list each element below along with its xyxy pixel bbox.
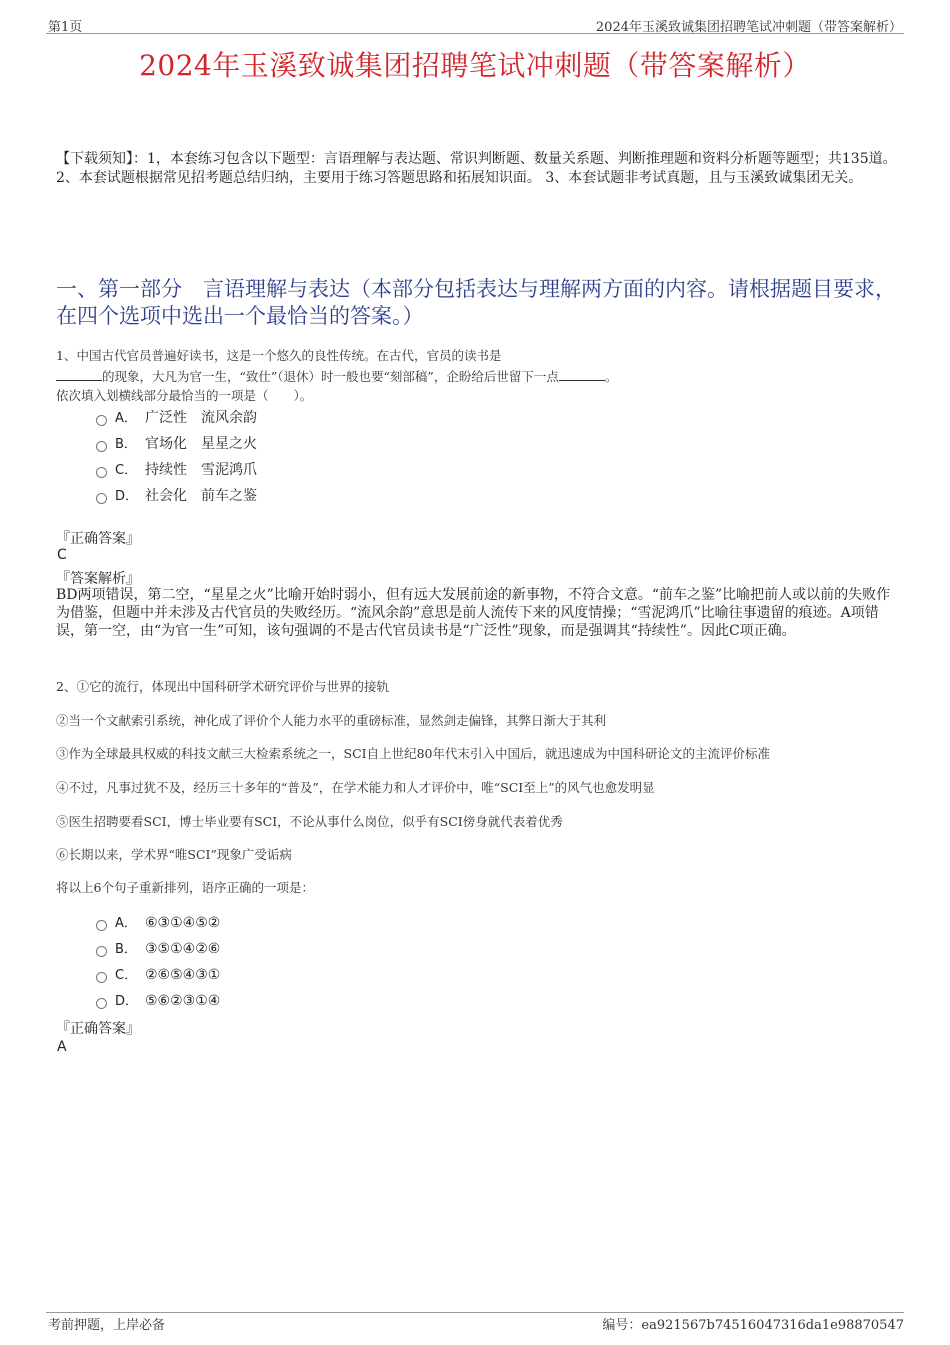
q1-option-b[interactable]: B． 官场化 星星之火 bbox=[96, 434, 257, 454]
download-notice: 【下载须知】：1，本套练习包含以下题型：言语理解与表达题、常识判断题、数量关系题、判断推理题和资料分析题等题型；共135道。 2、本套试题根据常见招考题总结归纳，主要用于练习答题思路和拓展知识面。 3、本套试题非考试真题，且与玉溪致诚集团无关。 bbox=[56, 151, 897, 186]
q2-sentence-6: ⑥长期以来，学术界“唯SCI”现象广受诟病 bbox=[56, 847, 292, 862]
q2-answer: A bbox=[57, 1039, 67, 1055]
footer-slogan: 考前押题，上岸必备 bbox=[48, 1318, 166, 1333]
fill-blank bbox=[559, 368, 605, 381]
q2-sentence-2: ②当一个文献索引系统，神化成了评价个人能力水平的重磅标准，显然剑走偏锋，其弊日渐大于其利 bbox=[56, 713, 607, 728]
radio-button[interactable] bbox=[96, 972, 107, 983]
running-title: 2024年玉溪致诚集团招聘笔试冲刺题（带答案解析） bbox=[595, 20, 902, 35]
q2-option-b[interactable]: B． ③⑤①④②⑥ bbox=[96, 939, 220, 959]
footer-divider bbox=[46, 1312, 904, 1313]
q1-analysis: BD两项错误，第二空，“星星之火”比喻开始时弱小，但有远大发展前途的新事物，不符合文意。“前车之鉴”比喻把前人或以前的失败作为借鉴，但题中并未涉及古代官员的失败经历。“流风余韵”意思是前人流传下来的风度情操；“雪泥鸿爪”比喻往事遗留的痕迹。A项错误，第一空，由“为官一生”可知，该句强调的不是古代官员读书是“广泛性”现象，而是强调其“持续性”。因此C项正确。 bbox=[56, 587, 891, 639]
q1-stem-line1: 1、中国古代官员普遍好读书，这是一个悠久的良性传统。在古代，官员的读书是 bbox=[56, 348, 502, 363]
q1-answer: C bbox=[57, 547, 67, 563]
q2-option-a[interactable]: A． ⑥③①④⑤② bbox=[96, 913, 220, 933]
q2-option-c[interactable]: C． ②⑥⑤④③① bbox=[96, 965, 220, 985]
q1-option-c[interactable]: C． 持续性 雪泥鸿爪 bbox=[96, 460, 257, 480]
q1-option-d[interactable]: D． 社会化 前车之鉴 bbox=[96, 486, 257, 506]
q1-answer-label: 『正确答案』 bbox=[56, 531, 140, 547]
q1-option-a[interactable]: A． 广泛性 流风余韵 bbox=[96, 408, 257, 428]
q2-sentence-3: ③作为全球最具权威的科技文献三大检索系统之一，SCI自上世纪80年代末引入中国后，就迅速成为中国科研论文的主流评价标准 bbox=[56, 746, 770, 761]
q1-analysis-label: 『答案解析』 bbox=[56, 571, 140, 587]
radio-button[interactable] bbox=[96, 467, 107, 478]
fill-blank bbox=[56, 368, 102, 381]
radio-button[interactable] bbox=[96, 998, 107, 1009]
radio-button[interactable] bbox=[96, 920, 107, 931]
document-code: 编号：ea921567b74516047316da1e98870547 bbox=[602, 1318, 904, 1333]
page-title: 2024年玉溪致诚集团招聘笔试冲刺题（带答案解析） bbox=[139, 49, 811, 82]
q2-sentence-5: ⑤医生招聘要看SCI，博士毕业要有SCI，不论从事什么岗位，似乎有SCI傍身就代表着优秀 bbox=[56, 814, 563, 829]
radio-button[interactable] bbox=[96, 946, 107, 957]
q2-sentence-4: ④不过，凡事过犹不及，经历三十多年的“普及”，在学术能力和人才评价中，唯“SCI至上”的风气也愈发明显 bbox=[56, 780, 655, 795]
q2-sentence-1: 2、①它的流行，体现出中国科研学术研究评价与世界的接轨 bbox=[56, 679, 389, 694]
q2-answer-label: 『正确答案』 bbox=[56, 1021, 140, 1037]
radio-button[interactable] bbox=[96, 493, 107, 504]
radio-button[interactable] bbox=[96, 415, 107, 426]
page-number: 第1页 bbox=[48, 20, 83, 35]
q1-stem-line2-text: 的现象，大凡为官一生，“致仕”（退休）时一般也要“刻部稿”，企盼给后世留下一点 bbox=[102, 369, 559, 384]
section-heading: 一、第一部分 言语理解与表达（本部分包括表达与理解两方面的内容。请根据题目要求，在四个选项中选出一个最恰当的答案。） bbox=[56, 277, 896, 328]
q1-instruction: 依次填入划横线部分最恰当的一项是（ ）。 bbox=[56, 388, 313, 403]
header-divider bbox=[46, 33, 904, 34]
q1-stem-line2-end: 。 bbox=[604, 369, 618, 384]
q2-option-d[interactable]: D． ⑤⑥②③①④ bbox=[96, 991, 220, 1011]
q1-stem-line2 bbox=[56, 367, 901, 386]
q2-prompt: 将以上6个句子重新排列，语序正确的一项是： bbox=[56, 880, 314, 895]
radio-button[interactable] bbox=[96, 441, 107, 452]
